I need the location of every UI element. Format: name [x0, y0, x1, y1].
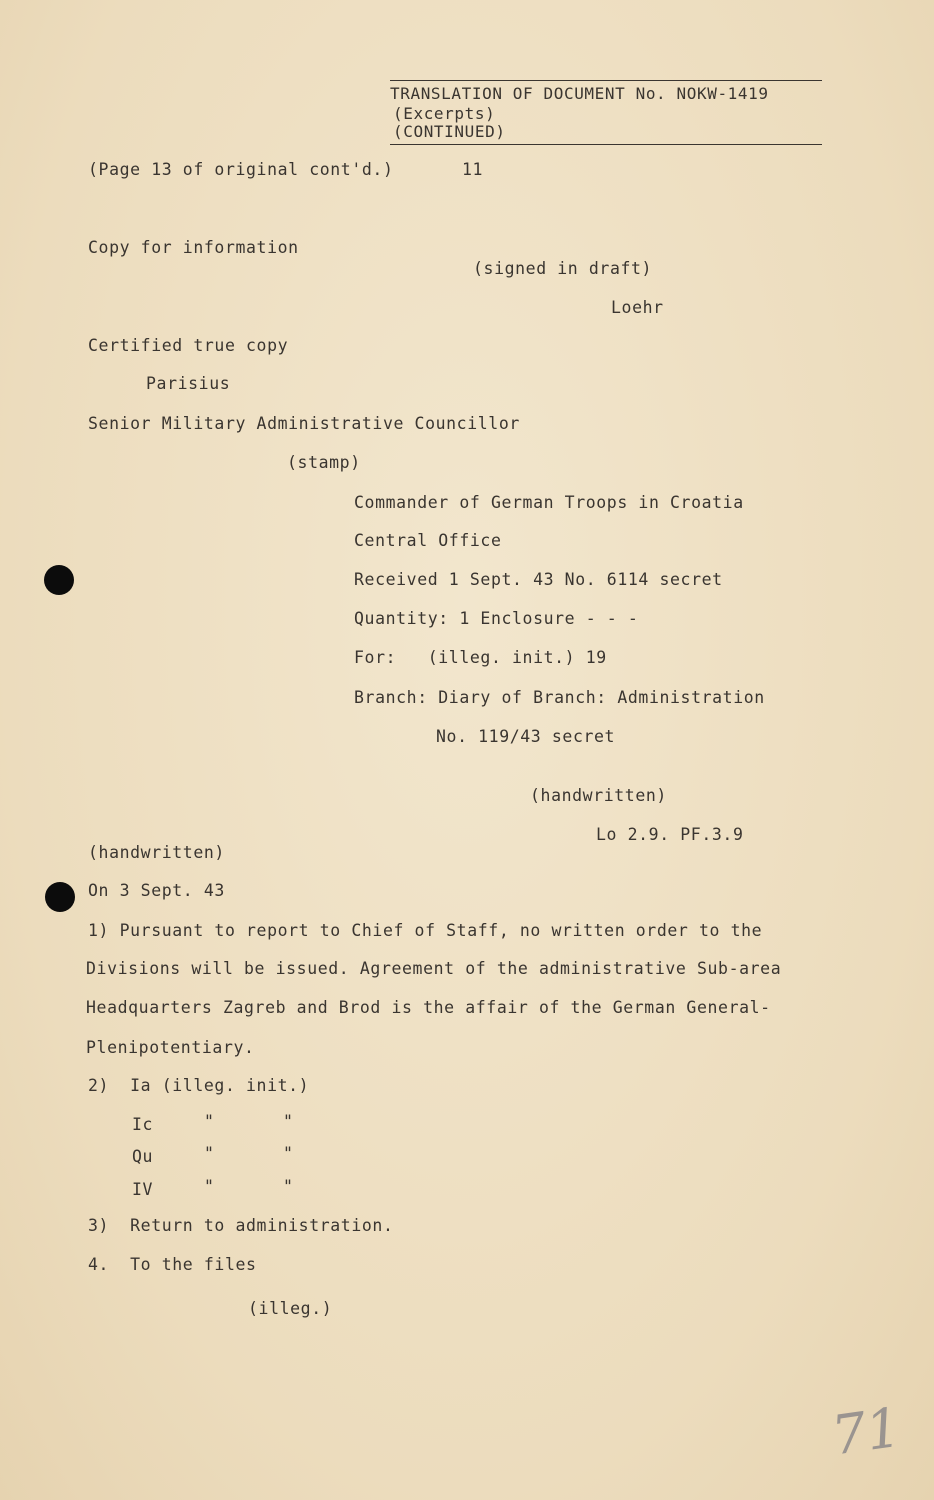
- item2-row-name: IV: [132, 1180, 154, 1199]
- copy-for-information: Copy for information: [88, 238, 299, 257]
- signed-in-draft: (signed in draft): [473, 259, 653, 278]
- handwritten-date: On 3 Sept. 43: [88, 881, 225, 900]
- ditto-mark: ": [204, 1144, 215, 1163]
- ditto-mark: ": [283, 1144, 294, 1163]
- ditto-mark: ": [204, 1177, 215, 1196]
- handwritten-label-right: (handwritten): [530, 786, 667, 805]
- illegible-signature: (illeg.): [248, 1299, 333, 1318]
- stamp-line: Central Office: [354, 531, 502, 550]
- handwritten-initials: Lo 2.9. PF.3.9: [596, 825, 744, 844]
- header-bottom-rule: [390, 144, 822, 145]
- item1-line: 1) Pursuant to report to Chief of Staff, no written order to the: [88, 921, 763, 940]
- header-excerpts: (Excerpts): [393, 104, 496, 123]
- item1-line: Headquarters Zagreb and Brod is the affair of the German General-: [86, 998, 771, 1017]
- item3: 3) Return to administration.: [88, 1216, 394, 1235]
- punch-hole: [44, 565, 74, 595]
- certifier-title: Senior Military Administrative Councillor: [88, 414, 520, 433]
- header-continued: (CONTINUED): [393, 122, 506, 141]
- ditto-mark: ": [204, 1112, 215, 1131]
- page-reference: (Page 13 of original cont'd.): [88, 160, 394, 179]
- header-top-rule: [390, 80, 822, 81]
- folio-number: 71: [827, 1395, 905, 1468]
- ditto-mark: ": [283, 1177, 294, 1196]
- item1-line: Divisions will be issued. Agreement of the administrative Sub-area: [86, 959, 782, 978]
- stamp-line: Commander of German Troops in Croatia: [354, 493, 744, 512]
- stamp-line: For: (illeg. init.) 19: [354, 648, 607, 667]
- signer-name: Loehr: [611, 298, 664, 317]
- item4: 4. To the files: [88, 1255, 257, 1274]
- stamp-line: Branch: Diary of Branch: Administration: [354, 688, 765, 707]
- certifier-name: Parisius: [146, 374, 231, 393]
- page-number: 11: [462, 160, 484, 179]
- item1-line: Plenipotentiary.: [86, 1038, 255, 1057]
- stamp-line: No. 119/43 secret: [436, 727, 616, 746]
- punch-hole: [45, 882, 75, 912]
- header-title: TRANSLATION OF DOCUMENT No. NOKW-1419: [390, 84, 769, 103]
- item2: 2) Ia (illeg. init.): [88, 1076, 310, 1095]
- stamp-line: Quantity: 1 Enclosure - - -: [354, 609, 639, 628]
- ditto-mark: ": [283, 1112, 294, 1131]
- stamp-line: Received 1 Sept. 43 No. 6114 secret: [354, 570, 723, 589]
- handwritten-label-left: (handwritten): [88, 843, 225, 862]
- certified-true-copy: Certified true copy: [88, 336, 289, 355]
- stamp-label: (stamp): [287, 453, 361, 472]
- item2-row-name: Ic: [132, 1115, 154, 1134]
- item2-row-name: Qu: [132, 1147, 154, 1166]
